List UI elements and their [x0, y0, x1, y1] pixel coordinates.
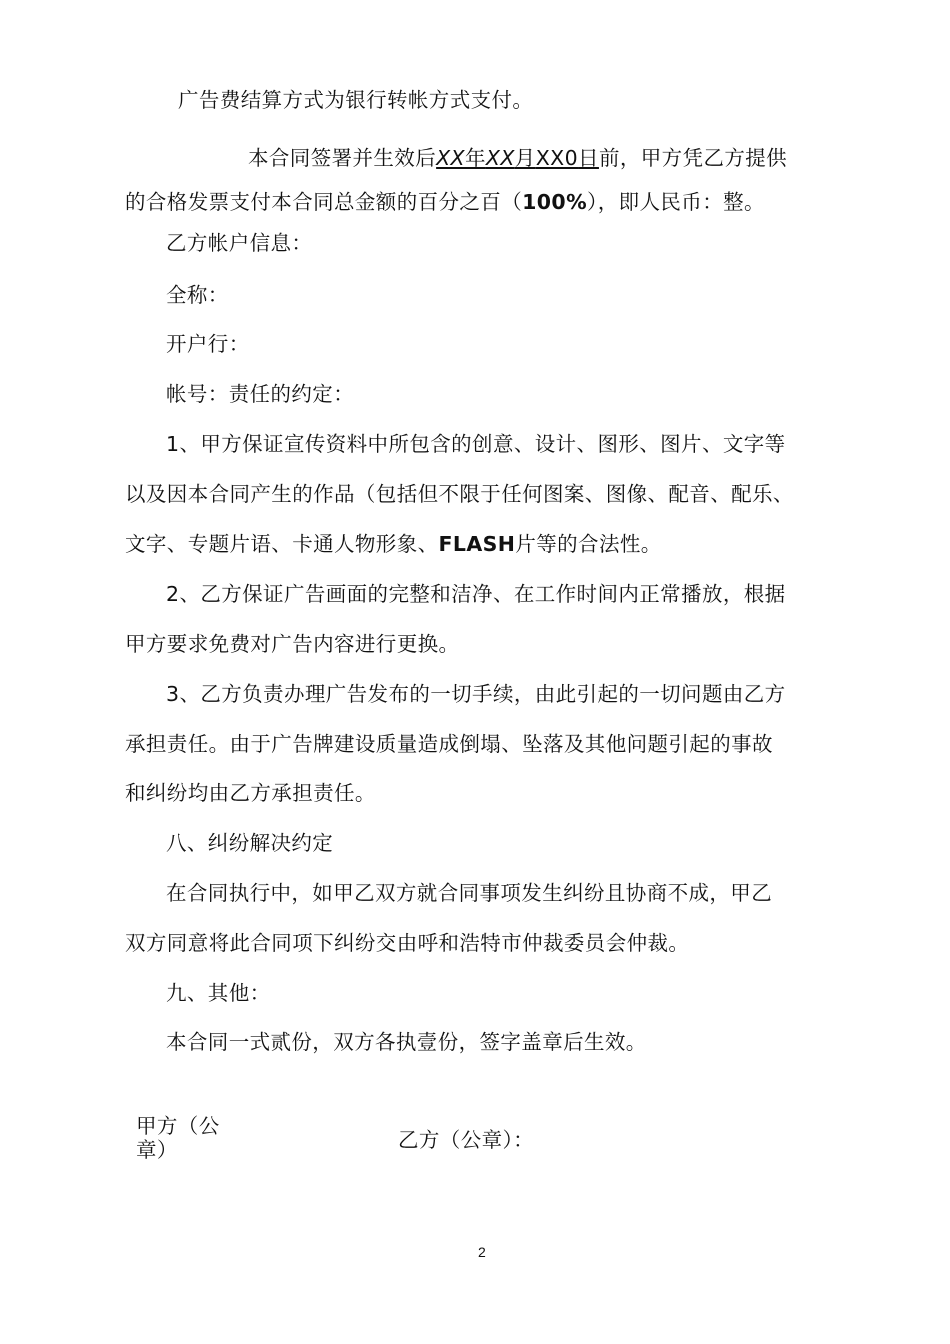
terms-percentage: 100% [522, 190, 588, 214]
section9-body: 本合同一式贰份，双方各执壹份，签字盖章后生效。 [166, 1030, 647, 1054]
party-a-seal-line1: 甲方（公 [136, 1114, 220, 1138]
page-number: 2 [478, 1244, 486, 1260]
terms-suffix: 前，甲方凭乙方提供 [598, 146, 788, 170]
item1-line3 [125, 530, 662, 558]
account-name-label: 全称： [166, 283, 229, 307]
party-a-seal-line2: 章） [136, 1138, 178, 1162]
terms-prefix: 本合同签署并生效后 [248, 146, 437, 170]
section9-title: 九、其他： [166, 981, 271, 1005]
item3-line3: 和纠纷均由乙方承担责任。 [125, 781, 376, 805]
payment-method-text: 广告费结算方式为银行转帐方式支付。 [178, 88, 534, 112]
item1-line3-b: 片等的合法性。 [515, 532, 662, 556]
party-b-seal: 乙方（公章）： [398, 1128, 535, 1152]
item1-flash: FLASH [438, 532, 516, 556]
item1-line3-a: 文字、专题片语、卡通人物形象、 [125, 532, 439, 556]
item2-line2: 甲方要求免费对广告内容进行更换。 [125, 632, 460, 656]
item1-line2: 以及因本合同产生的作品（包括但不限于任何图案、图像、配音、配乐、 [125, 482, 794, 506]
terms-month: XX [485, 146, 515, 170]
terms-day-unit: 日 [578, 146, 599, 170]
section8-line2: 双方同意将此合同项下纠纷交由呼和浩特市仲裁委员会仲裁。 [125, 931, 690, 955]
terms-line2-b: ），即人民币：整。 [587, 190, 765, 214]
terms-month-unit: 月 [514, 146, 536, 170]
terms-line2-a: 的合格发票支付本合同总金额的百分之百（ [125, 190, 523, 214]
item3-line2: 承担责任。由于广告牌建设质量造成倒塌、坠落及其他问题引起的事故 [125, 732, 773, 756]
bank-label: 开户行： [166, 332, 250, 356]
payment-terms-line1 [248, 144, 787, 172]
item1-line1: 1、甲方保证宣传资料中所包含的创意、设计、图形、图片、文字等 [166, 432, 786, 456]
account-number-label: 帐号：责任的约定： [166, 382, 355, 406]
account-info-title: 乙方帐户信息： [166, 231, 313, 255]
terms-day: XX0 [535, 146, 579, 170]
terms-year: XX [436, 146, 465, 170]
terms-year-unit: 年 [465, 146, 486, 170]
section8-line1: 在合同执行中，如甲乙双方就合同事项发生纠纷且协商不成，甲乙 [166, 881, 773, 905]
section8-title: 八、纠纷解决约定 [166, 831, 334, 855]
item2-line1: 2、乙方保证广告画面的完整和洁净、在工作时间内正常播放，根据 [166, 582, 786, 606]
item3-line1: 3、乙方负责办理广告发布的一切手续，由此引起的一切问题由乙方 [166, 682, 786, 706]
payment-terms-line2 [125, 188, 765, 216]
